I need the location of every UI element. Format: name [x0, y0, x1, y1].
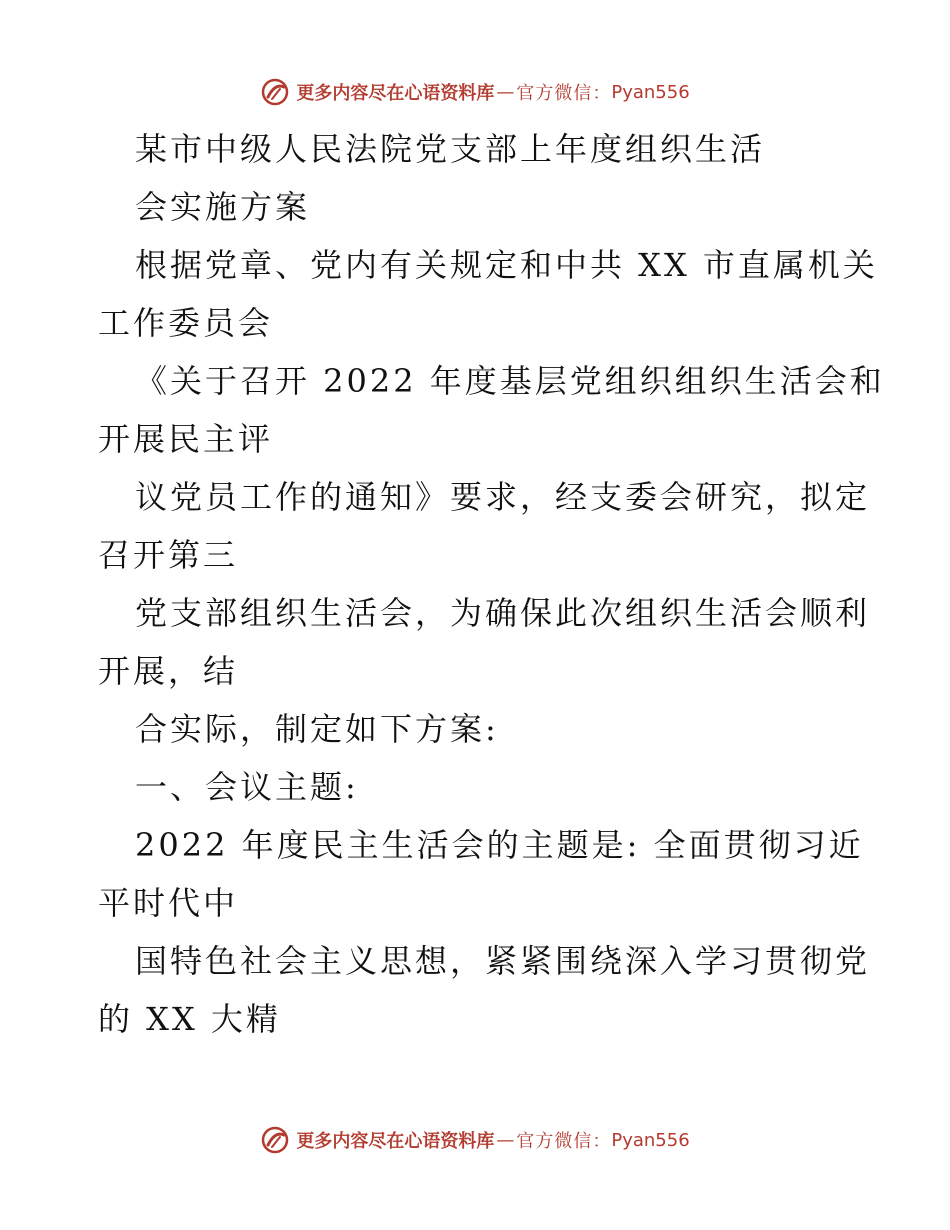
- watermark-logo-icon: [260, 77, 290, 107]
- doc-line: 根据党章、党内有关规定和中共 XX 市直属机关: [135, 246, 878, 284]
- doc-line: 召开第三: [98, 536, 239, 574]
- watermark-sub-text: 官方微信：: [516, 83, 612, 104]
- doc-line: 国特色社会主义思想，紧紧围绕深入学习贯彻党: [135, 942, 871, 980]
- watermark-logo-icon: [260, 1125, 290, 1155]
- doc-line: 党支部组织生活会，为确保此次组织生活会顺利: [135, 594, 871, 632]
- doc-line: 开展，结: [98, 652, 239, 690]
- watermark-handle: Pyan556: [611, 1129, 690, 1151]
- doc-line: 合实际，制定如下方案:: [135, 710, 499, 748]
- document-body: [98, 120, 885, 1048]
- watermark-dash: —: [496, 81, 515, 103]
- watermark-dash: —: [496, 1129, 515, 1151]
- doc-line: 开展民主评: [98, 420, 274, 458]
- doc-line: 《关于召开 2022 年度基层党组织组织生活会和: [135, 362, 885, 400]
- watermark-main-text: 更多内容尽在心语资料库: [296, 1131, 495, 1152]
- watermark-header: [0, 72, 950, 112]
- doc-line: 的 XX 大精: [98, 1000, 281, 1038]
- doc-line: 工作委员会: [98, 304, 274, 342]
- watermark-main-text: 更多内容尽在心语资料库: [296, 83, 495, 104]
- watermark-sub-text: 官方微信：: [516, 1131, 612, 1152]
- section-heading: 一、会议主题:: [135, 768, 359, 806]
- watermark-handle: Pyan556: [611, 81, 690, 103]
- doc-line: 平时代中: [98, 884, 239, 922]
- doc-title-line-1: 某市中级人民法院党支部上年度组织生活: [135, 130, 766, 168]
- doc-title-line-2: 会实施方案: [135, 188, 311, 226]
- doc-line: 2022 年度民主生活会的主题是: 全面贯彻习近: [135, 826, 864, 864]
- watermark-footer: [0, 1120, 950, 1160]
- doc-line: 议党员工作的通知》要求，经支委会研究，拟定: [135, 478, 871, 516]
